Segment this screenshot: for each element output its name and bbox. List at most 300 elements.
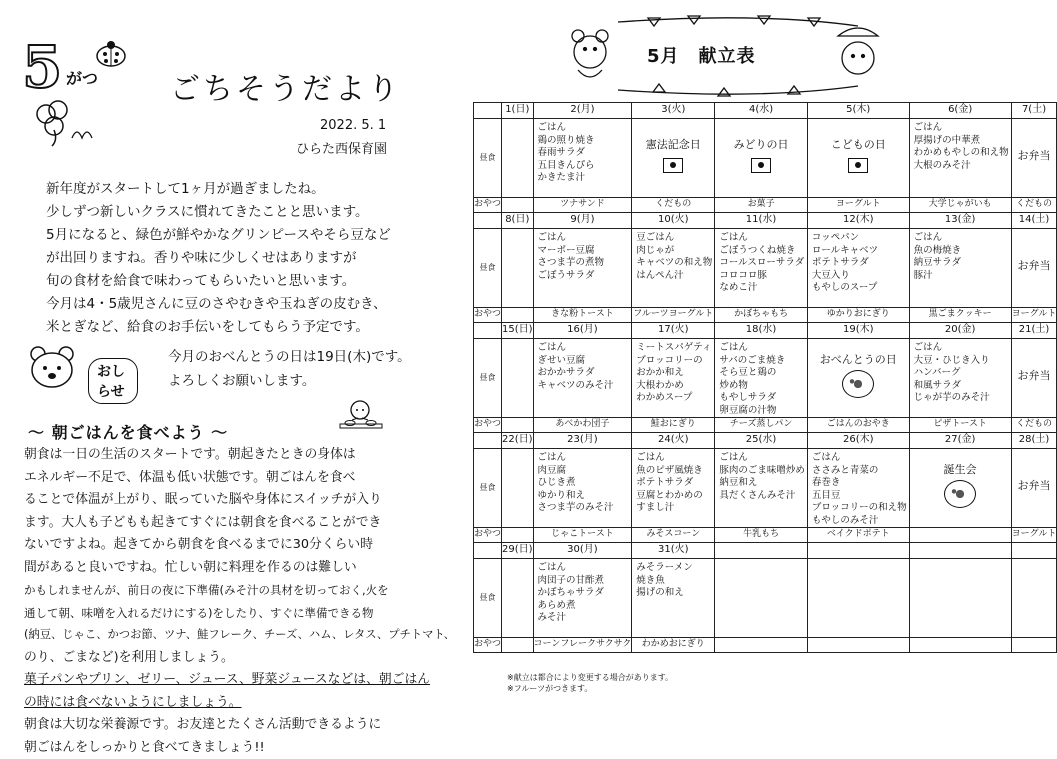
lunch-row [474,119,1057,198]
lunch-cell [632,339,715,418]
menu-item: 豚肉のごま味噌炒め [719,465,805,478]
intro-line: 米とぎなど、給食のお手伝いをしてもらう予定です。 [46,316,458,339]
snack-cell [909,528,1011,543]
date-label: 1(日) [502,104,533,117]
lunch-row [474,559,1057,638]
menu-item: 肉豆腐 [538,465,630,478]
body-line-underlined: 菓子パンやプリン、ゼリー、ジュース、野菜ジュースなどは、朝ごはん [24,669,462,692]
snack-row-label: おやつ [474,418,502,433]
school-name: ひらた西保育園 [296,138,387,157]
body-line: ることで体温が上がり、眠っていた脳や身体にスイッチが入り [24,489,462,512]
menu-item: ごはん [538,562,630,575]
japan-flag-icon [751,158,771,173]
date-cell [502,323,534,339]
footnote: ※献立は都合により変更する場合があります。 [507,672,673,683]
menu-item: なめこ汁 [719,282,805,295]
lunch-cell [715,449,808,528]
month-logo [22,38,132,148]
body-line: エネルギー不足で、体温も低い状態です。朝ごはんを食べ [24,467,462,490]
snack-cell: ピザトースト [909,418,1011,433]
menu-item: ごはん [538,232,630,245]
lunch-row [474,229,1057,308]
menu-item: じゃが芋のみそ汁 [914,392,1009,405]
menu-item: 焼き魚 [636,575,712,588]
menu-footnotes [507,672,673,694]
date-label: 26(木) [808,434,909,447]
date-label: 23(月) [534,434,632,447]
intro-paragraph [46,178,458,339]
date-label: 21(土) [1012,324,1057,337]
menu-item: さつま芋のみそ汁 [538,502,630,515]
date-cell [1011,213,1057,229]
snack-cell: くだもの [632,198,715,213]
lunch-cell [807,559,909,638]
menu-note: こどもの日 [831,139,886,152]
menu-item: ごはん [719,232,805,245]
date-cell [1011,103,1057,119]
snack-cell: フルーツヨーグルト [632,308,715,323]
date-row [474,543,1057,559]
body-line: 間があると良いですね。忙しい朝に料理を作るのは難しい [24,557,462,580]
date-cell [632,213,715,229]
lunch-row-label: 昼食 [474,449,502,528]
date-cell [533,103,632,119]
intro-line: 新年度がスタートして1ヶ月が過ぎましたね。 [46,178,458,201]
menu-item: 魚のピザ風焼き [636,465,712,478]
intro-line: が出回りますね。香りや味に少しくせはありますが [46,247,458,270]
date-cell [807,103,909,119]
menu-item: ごはん [812,452,907,465]
lunch-cell [1011,559,1057,638]
menu-item: ポテトサラダ [636,477,712,490]
date-cell [807,543,909,559]
snack-cell [502,198,534,213]
date-cell [715,433,808,449]
menu-item: わかめもやしの和え物 [914,147,1009,160]
date-label: 28(土) [1012,434,1057,447]
menu-item: 大根わかめ [636,380,712,393]
date-cell [632,323,715,339]
menu-item: 厚揚げの中華煮 [914,135,1009,148]
snack-cell [502,528,534,543]
intro-line: 旬の食材を給食で味わってもらいたいと思います。 [46,270,458,293]
date-label: 11(水) [715,214,807,227]
menu-item: 具だくさんみそ汁 [719,490,805,503]
body-line: 朝ごはんをしっかりと食べてきましょう!! [24,737,462,759]
menu-item: 大根のみそ汁 [914,160,1009,173]
snack-row [474,638,1057,653]
body-line: 朝食は大切な栄養源です。お友達とたくさん活動できるように [24,714,462,737]
date-cell [502,213,534,229]
snack-row [474,528,1057,543]
snack-row-label: おやつ [474,198,502,213]
menu-item: 卵豆腐の汁物 [719,405,805,418]
date-cell [1011,323,1057,339]
menu-item: さつま芋の煮物 [538,257,630,270]
menu-item: 春雨サラダ [538,147,630,160]
date-cell [533,213,632,229]
date-cell [715,543,808,559]
date-cell [807,323,909,339]
menu-item: 肉団子の甘酢煮 [538,575,630,588]
menu-item: 豆ごはん [636,232,712,245]
menu-note: お弁当 [1018,480,1051,493]
menu-item: 豆腐とわかめの [636,490,712,503]
snack-cell: 鮭おにぎり [632,418,715,433]
menu-item: ごはん [719,452,805,465]
menu-item: ポテトサラダ [812,257,907,270]
snack-cell: くだもの [1011,418,1057,433]
menu-item: 大豆・ひじき入り [914,355,1009,368]
date-cell [807,433,909,449]
body-line: ないですよね。起きてから朝食を食べるまでに30分くらい時 [24,534,462,557]
lunch-cell [715,559,808,638]
menu-note: お弁当 [1018,150,1051,163]
menu-item: ひじき煮 [538,477,630,490]
date-cell [909,103,1011,119]
lunch-cell [502,559,534,638]
lunch-cell [715,119,808,198]
lunch-cell [909,119,1011,198]
lunch-cell [1011,229,1057,308]
date-label: 29(日) [502,544,533,557]
date-cell [533,323,632,339]
date-label: 10(火) [632,214,714,227]
date-label: 16(月) [534,324,632,337]
notice-line: 今月のおべんとうの日は19日(木)です。 [168,345,411,369]
intro-line: 少しずつ新しいクラスに慣れてきたことと思います。 [46,201,458,224]
snack-cell: お菓子 [715,198,808,213]
date-cell [807,213,909,229]
menu-item: 豚汁 [914,270,1009,283]
date-label: 15(日) [502,324,533,337]
date-cell [715,213,808,229]
menu-item: ハンバーグ [914,367,1009,380]
snack-cell: 黒ごまクッキー [909,308,1011,323]
japan-flag-icon [848,158,868,173]
date-cell [715,103,808,119]
notice-text [168,345,411,393]
snack-cell: ベイクドポテト [807,528,909,543]
issue-date: 2022. 5. 1 [320,118,386,133]
date-label: 4(水) [715,104,807,117]
menu-item: 炒め物 [719,380,805,393]
snack-cell [1011,638,1057,653]
menu-note: 誕生会 [944,464,977,477]
menu-item: もやしのスープ [812,282,907,295]
date-cell [632,433,715,449]
lunch-cell [502,229,534,308]
lunch-cell [502,119,534,198]
section-title: 〜 朝ごはんを食べよう 〜 [28,420,228,443]
japan-flag-icon [663,158,683,173]
date-cell [502,543,534,559]
intro-line: 5月になると、緑色が鮮やかなグリンピースやそら豆など [46,224,458,247]
ladybug-icon [94,40,128,68]
snack-cell: ヨーグルト [1011,308,1057,323]
date-cell [909,433,1011,449]
menu-item: かきたま汁 [538,172,630,185]
date-label: 5(木) [808,104,909,117]
lunch-cell [715,229,808,308]
menu-item: ブロッコリーの [636,355,712,368]
menu-item: キャベツの和え物 [636,257,712,270]
menu-note: お弁当 [1018,260,1051,273]
date-label: 24(火) [632,434,714,447]
snack-cell: ヨーグルト [807,198,909,213]
menu-item: 春巻き [812,477,907,490]
menu-item: コールスローサラダ [719,257,805,270]
body-line: かもしれませんが、前日の夜に下準備(みそ汁の具材を切っておく,火を [24,579,462,602]
date-cell [632,543,715,559]
menu-item: おかかサラダ [538,367,630,380]
snack-cell: 大学じゃがいも [909,198,1011,213]
snack-cell: ツナサンド [533,198,632,213]
lunch-cell [502,449,534,528]
menu-item: ごぼうサラダ [538,270,630,283]
notice-label: おしらせ [88,358,138,404]
menu-item: マーボー豆腐 [538,245,630,258]
menu-calendar-page [462,0,999,727]
lunch-cell [909,229,1011,308]
body-line: ます。大人も子どもも起きてすぐには朝食を食べることができ [24,512,462,535]
menu-item: キャベツのみそ汁 [538,380,630,393]
lunch-row [474,449,1057,528]
menu-item: 揚げの和え [636,587,712,600]
month-number: 5 [22,38,62,96]
menu-title: 5月 献立表 [647,42,756,68]
menu-item: 大豆入り [812,270,907,283]
menu-item: 五目豆 [812,490,907,503]
date-cell [502,433,534,449]
menu-item: ささみと青菜の [812,465,907,478]
snack-cell: じゃこトースト [533,528,632,543]
snack-cell: わかめおにぎり [632,638,715,653]
lunch-row-label: 昼食 [474,229,502,308]
menu-item: ごはん [914,342,1009,355]
date-cell [533,433,632,449]
footnote: ※フルーツがつきます。 [507,683,673,694]
date-cell [1011,433,1057,449]
lunch-cell [533,559,632,638]
menu-item: ごはん [538,452,630,465]
date-cell [533,543,632,559]
date-label: 18(水) [715,324,807,337]
date-row [474,433,1057,449]
snack-cell: コーンフレークサクサク [533,638,632,653]
lunch-cell [632,119,715,198]
menu-item: みそラーメン [636,562,712,575]
menu-note: みどりの日 [734,139,789,152]
menu-item: ごはん [914,122,1009,135]
menu-item: そら豆と鶏の [719,367,805,380]
menu-item: ゆかり和え [538,490,630,503]
menu-calendar-table [473,102,1057,653]
bento-box-icon [842,370,874,398]
menu-note: お弁当 [1018,370,1051,383]
date-label: 19(木) [808,324,909,337]
lunch-cell [807,229,909,308]
body-line: (納豆、じゃこ、かつお節、ツナ、鮭フレーク、チーズ、ハム、レタス、プチトマト、 [24,624,462,647]
date-label: 31(火) [632,544,714,557]
date-label: 7(土) [1012,104,1057,117]
menu-item: ぎせい豆腐 [538,355,630,368]
snack-cell: 牛乳もち [715,528,808,543]
body-line-underlined: の時には食べないようにしましょう。 [24,692,462,715]
snack-row-label: おやつ [474,638,502,653]
snack-row [474,308,1057,323]
lunch-cell [632,229,715,308]
menu-note: おべんとうの日 [820,354,897,367]
snack-cell: ゆかりおにぎり [807,308,909,323]
menu-item: みそ汁 [538,612,630,625]
body-line: のり、ごまなど)を利用しましょう。 [24,647,462,670]
menu-item: わかめスープ [636,392,712,405]
lunch-cell [533,449,632,528]
date-cell [909,543,1011,559]
menu-item: 魚の梅焼き [914,245,1009,258]
menu-note: 憲法記念日 [646,139,701,152]
date-label: 3(火) [632,104,714,117]
lunch-row-label: 昼食 [474,119,502,198]
menu-item: 鶏の照り焼き [538,135,630,148]
corner-cell [474,543,502,559]
lunch-cell [1011,339,1057,418]
menu-item: ごはん [538,342,630,355]
snack-cell: あべかわ団子 [533,418,632,433]
date-cell [1011,543,1057,559]
child-eating-icon [338,398,384,438]
date-label: 6(金) [910,104,1011,117]
menu-item: おかか和え [636,367,712,380]
snack-row [474,198,1057,213]
date-row [474,323,1057,339]
menu-item: すまし汁 [636,502,712,515]
lunch-cell [807,339,909,418]
menu-item: ミートスパゲティ [636,342,712,355]
date-row [474,103,1057,119]
lunch-cell [632,559,715,638]
lunch-cell [533,229,632,308]
lunch-cell [533,339,632,418]
menu-item: もやしサラダ [719,392,805,405]
snack-cell: みそスコーン [632,528,715,543]
lunch-row [474,339,1057,418]
bear-icon [28,344,76,390]
menu-item: コロコロ豚 [719,270,805,283]
snack-cell [502,638,534,653]
menu-item: 肉じゃが [636,245,712,258]
lunch-cell [807,119,909,198]
snack-cell: くだもの [1011,198,1057,213]
lunch-cell [909,339,1011,418]
body-paragraph [24,444,462,759]
menu-item: ごはん [719,342,805,355]
snack-row [474,418,1057,433]
date-label: 25(水) [715,434,807,447]
lunch-cell [1011,449,1057,528]
menu-item: 和風サラダ [914,380,1009,393]
corner-cell [474,433,502,449]
lunch-cell [909,449,1011,528]
snack-cell: きな粉トースト [533,308,632,323]
lunch-cell [715,339,808,418]
menu-item: 納豆サラダ [914,257,1009,270]
date-label: 2(月) [534,104,632,117]
date-label: 9(月) [534,214,632,227]
menu-item: コッペパン [812,232,907,245]
date-row [474,213,1057,229]
menu-item: 五目きんぴら [538,160,630,173]
month-suffix: がつ [66,66,98,89]
date-cell [909,213,1011,229]
body-line: 通して朝、味噌を入れるだけにする)をしたり、すぐに準備できる物 [24,602,462,625]
date-label: 20(金) [910,324,1011,337]
menu-item: ごはん [914,232,1009,245]
lunch-cell [502,339,534,418]
snack-cell: ごはんのおやき [807,418,909,433]
date-cell [502,103,534,119]
date-label: 12(木) [808,214,909,227]
clover-icon [32,100,102,146]
date-cell [909,323,1011,339]
snack-cell: チーズ蒸しパン [715,418,808,433]
menu-item: サバのごま焼き [719,355,805,368]
menu-item: ごはん [636,452,712,465]
menu-item: もやしのみそ汁 [812,515,907,528]
lunch-row-label: 昼食 [474,339,502,418]
intro-line: 今月は4・5歳児さんに豆のさやむきや玉ねぎの皮むき、 [46,293,458,316]
lunch-cell [632,449,715,528]
newsletter-left-page [0,0,462,727]
menu-item: ブロッコリーの和え物 [812,502,907,515]
snack-cell [909,638,1011,653]
birthday-cake-icon [944,480,976,508]
snack-cell [502,418,534,433]
snack-cell [807,638,909,653]
date-label: 14(土) [1012,214,1057,227]
date-label: 30(月) [534,544,632,557]
snack-row-label: おやつ [474,308,502,323]
date-label: 8(日) [502,214,533,227]
date-label: 27(金) [910,434,1011,447]
menu-item: ごぼうつくね焼き [719,245,805,258]
snack-cell [715,638,808,653]
date-label: 22(日) [502,434,533,447]
corner-cell [474,213,502,229]
menu-item: かぼちゃサラダ [538,587,630,600]
snack-cell: かぼちゃもち [715,308,808,323]
date-label: 13(金) [910,214,1011,227]
date-cell [715,323,808,339]
snack-cell [502,308,534,323]
lunch-cell [533,119,632,198]
newsletter-title: ごちそうだより [170,64,401,108]
menu-item: あらめ煮 [538,600,630,613]
date-cell [632,103,715,119]
menu-item: はんぺん汁 [636,270,712,283]
lunch-cell [909,559,1011,638]
corner-cell [474,103,502,119]
menu-item: ロールキャベツ [812,245,907,258]
snack-cell: ヨーグルト [1011,528,1057,543]
body-line: 朝食は一日の生活のスタートです。朝起きたときの身体は [24,444,462,467]
date-label: 17(火) [632,324,714,337]
snack-row-label: おやつ [474,528,502,543]
notice-line: よろしくお願いします。 [168,369,411,393]
corner-cell [474,323,502,339]
menu-item: 納豆和え [719,477,805,490]
